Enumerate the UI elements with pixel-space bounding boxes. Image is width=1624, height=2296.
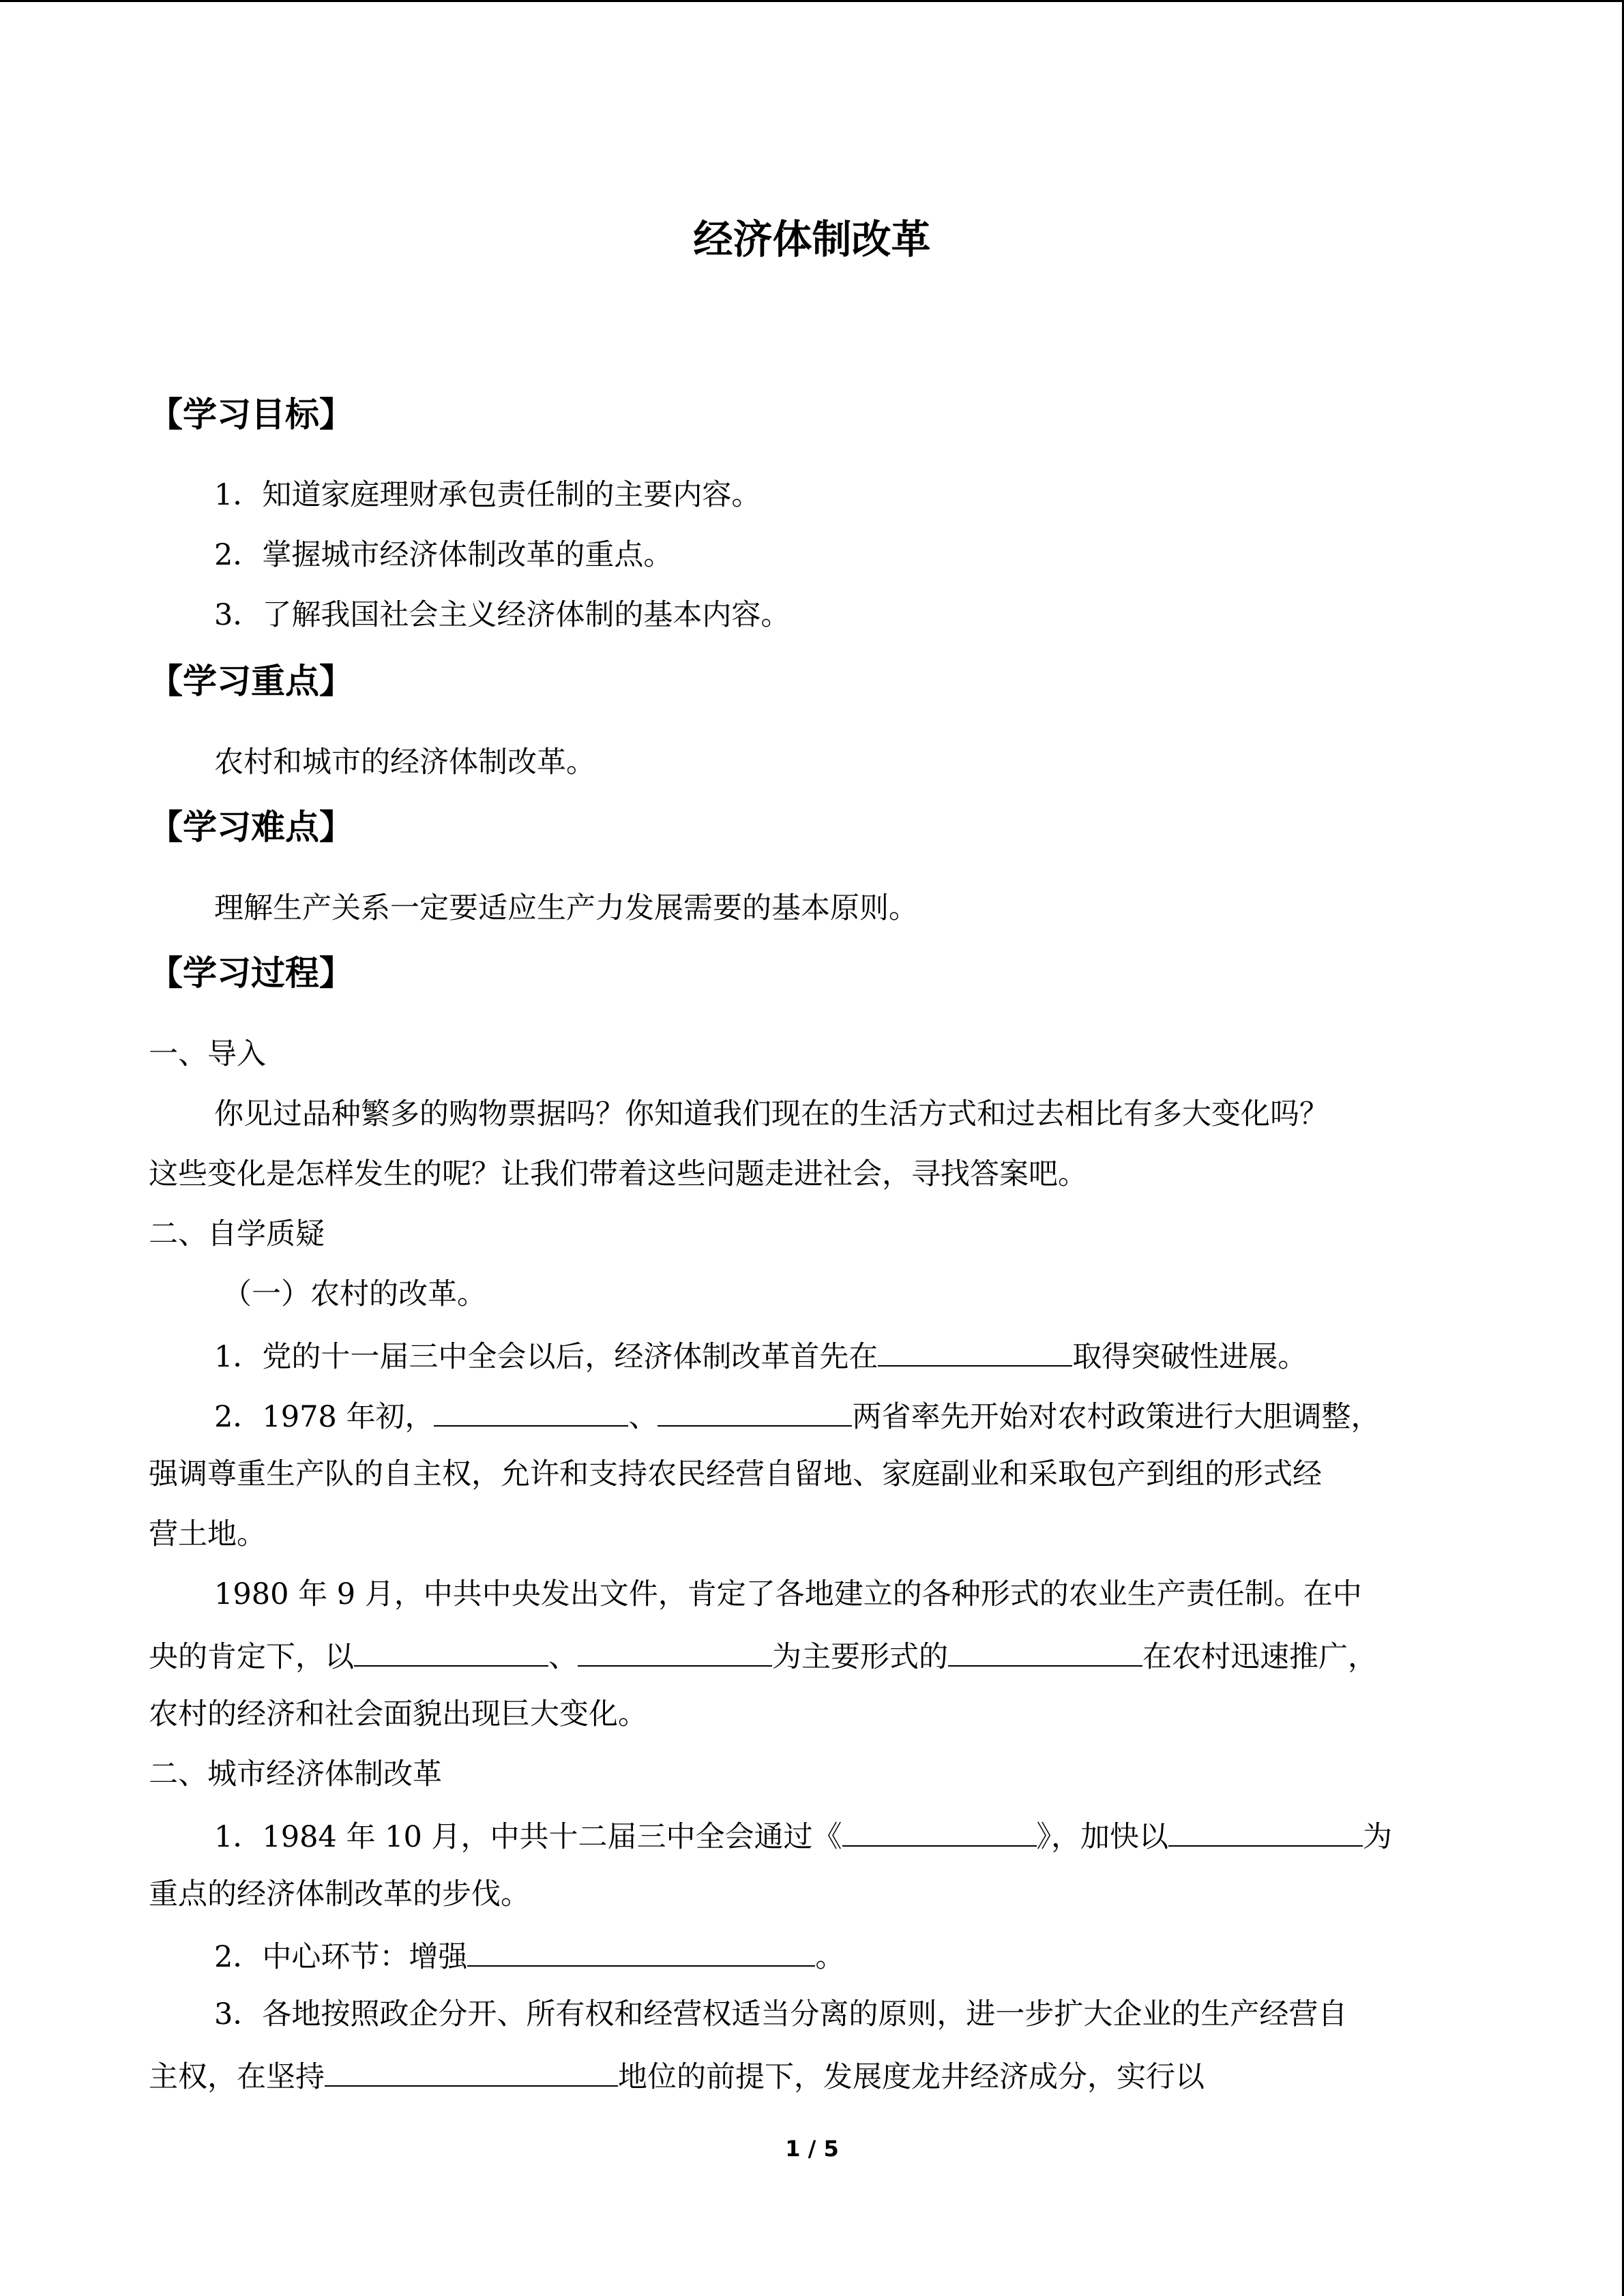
rural-title: （一）农村的改革。 [222,1277,486,1311]
urban-question-1 [214,1814,1392,1858]
goals-heading: 【学习目标】 [149,395,353,434]
question-2-line-2: 强调尊重生产队的自主权，允许和支持农民经营自留地、家庭副业和采取包产到组的形式经 [149,1457,1322,1491]
intro-title: 一、导入 [149,1037,266,1071]
urban-question-3-pre: 主权，在坚持 [149,2060,325,2094]
answer-blank[interactable] [842,1814,1037,1847]
urban-question-2 [214,1934,844,1978]
question-3-post: 在农村迅速推广， [1142,1640,1377,1674]
difficulty-heading: 【学习难点】 [149,807,353,847]
question-2-pre: 2．1978 年初， [214,1400,434,1434]
question-1-post: 取得突破性进展。 [1072,1340,1308,1374]
urban-question-3-post: 地位的前提下，发展度龙井经济成分，实行以 [618,2060,1205,2094]
urban-title: 二、城市经济体制改革 [149,1757,442,1791]
process-heading: 【学习过程】 [149,953,353,993]
question-3-mid-2: 为主要形式的 [772,1640,948,1674]
question-2 [214,1394,1380,1437]
page-title: 经济体制改革 [693,216,931,263]
answer-blank[interactable] [325,2054,618,2087]
answer-blank[interactable] [1168,1814,1363,1847]
question-1 [214,1334,1307,1377]
question-2-post: 两省率先开始对农村政策进行大胆调整， [852,1400,1381,1434]
question-2-line-3: 营土地。 [149,1517,266,1551]
urban-question-1-mid: 》，加快以 [1036,1820,1169,1854]
urban-question-1-pre: 1．1984 年 10 月，中共十二届三中全会通过《 [214,1820,842,1854]
page-border-top [0,0,1624,2]
urban-question-3-line-1: 3．各地按照政企分开、所有权和经营权适当分离的原则，进一步扩大企业的生产经营自 [214,1997,1348,2031]
answer-blank[interactable] [948,1634,1142,1667]
answer-blank[interactable] [658,1394,852,1427]
answer-blank[interactable] [354,1634,548,1667]
urban-question-2-pre: 2．中心环节：增强 [214,1940,468,1974]
answer-blank[interactable] [578,1634,772,1667]
question-3-mid-1: 、 [548,1640,578,1674]
question-3-line-3: 农村的经济和社会面貌出现巨大变化。 [149,1697,647,1731]
answer-blank[interactable] [434,1394,628,1427]
urban-question-2-post: 。 [815,1940,845,1974]
goal-item-2: 2．掌握城市经济体制改革的重点。 [214,538,673,572]
goal-item-1: 1．知道家庭理财承包责任制的主要内容。 [214,478,761,512]
answer-blank[interactable] [878,1334,1072,1367]
urban-question-3-line-2 [149,2054,1205,2098]
focus-heading: 【学习重点】 [149,661,353,701]
question-3-line-1: 1980 年 9 月，中共中央发出文件，肯定了各地建立的各种形式的农业生产责任制。在中 [214,1577,1362,1611]
difficulty-text: 理解生产关系一定要适应生产力发展需要的基本原则。 [214,891,918,925]
page-number: 1 / 5 [785,2136,839,2162]
self-study-title: 二、自学质疑 [149,1217,325,1251]
goal-item-3: 3．了解我国社会主义经济体制的基本内容。 [214,598,791,632]
question-2-mid: 、 [628,1400,658,1434]
urban-question-1-post: 为 [1363,1820,1393,1854]
intro-line-2: 这些变化是怎样发生的呢？让我们带着这些问题走进社会，寻找答案吧。 [149,1157,1087,1191]
intro-line-1: 你见过品种繁多的购物票据吗？你知道我们现在的生活方式和过去相比有多大变化吗？ [214,1097,1329,1131]
focus-text: 农村和城市的经济体制改革。 [214,745,595,779]
question-1-pre: 1．党的十一届三中全会以后，经济体制改革首先在 [214,1340,879,1374]
question-3-pre: 央的肯定下，以 [149,1640,354,1674]
answer-blank[interactable] [467,1934,815,1967]
question-3-line-2 [149,1634,1377,1678]
urban-question-1-line-2: 重点的经济体制改革的步伐。 [149,1877,530,1911]
